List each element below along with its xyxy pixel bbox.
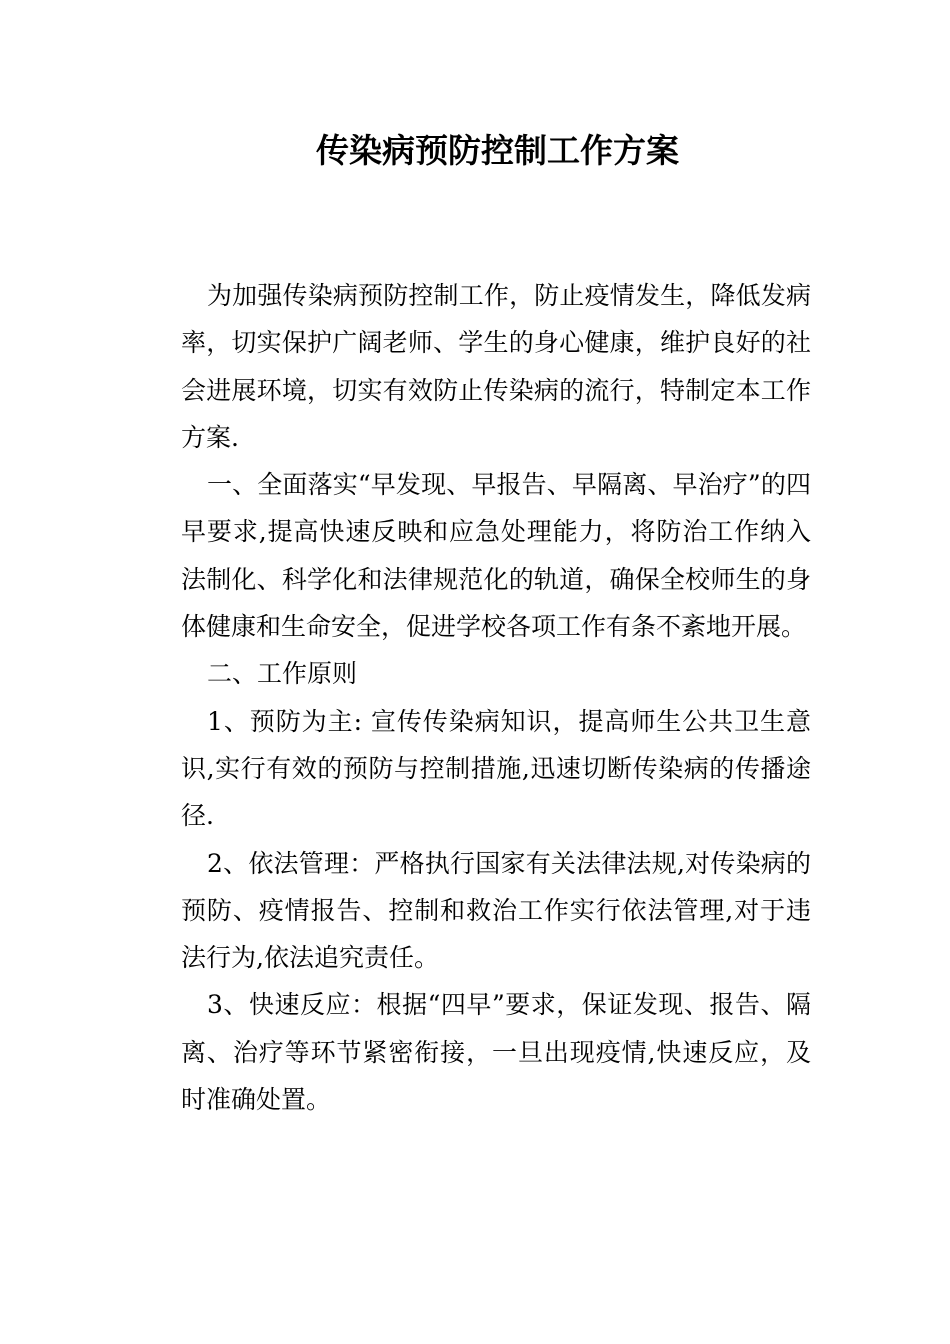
paragraph-principle-1: 1、预防为主: 宣传传染病知识，提高师生公共卫生意识,实行有效的预防与控制措施,迅速切断传染病的传播途径. (181, 706, 811, 831)
paragraph-principle-3: 3、快速反应：根据“四早”要求，保证发现、报告、隔离、治疗等环节紧密衔接，一旦出现疫情,快速反应，及时准确处置。 (181, 990, 811, 1115)
document-body (181, 272, 811, 1123)
paragraph-section-two-heading: 二、工作原则 (207, 659, 358, 689)
paragraph-section-one: 一、全面落实“早发现、早报告、早隔离、早治疗”的四早要求,提高快速反映和应急处理能力，将防治工作纳入法制化、科学化和法律规范化的轨道，确保全校师生的身体健康和生命安全，促进学校各项工作有条不紊地开展。 (181, 470, 811, 642)
document-title: 传染病预防控制工作方案 (316, 131, 679, 170)
paragraph-principle-2: 2、依法管理：严格执行国家有关法律法规,对传染病的预防、疫情报告、控制和救治工作实行依法管理,对于违法行为,依法追究责任。 (181, 848, 811, 973)
paragraph-intro: 为加强传染病预防控制工作，防止疫情发生，降低发病率，切实保护广阔老师、学生的身心健康，维护良好的社会进展环境，切实有效防止传染病的流行，特制定本工作方案. (181, 281, 811, 452)
